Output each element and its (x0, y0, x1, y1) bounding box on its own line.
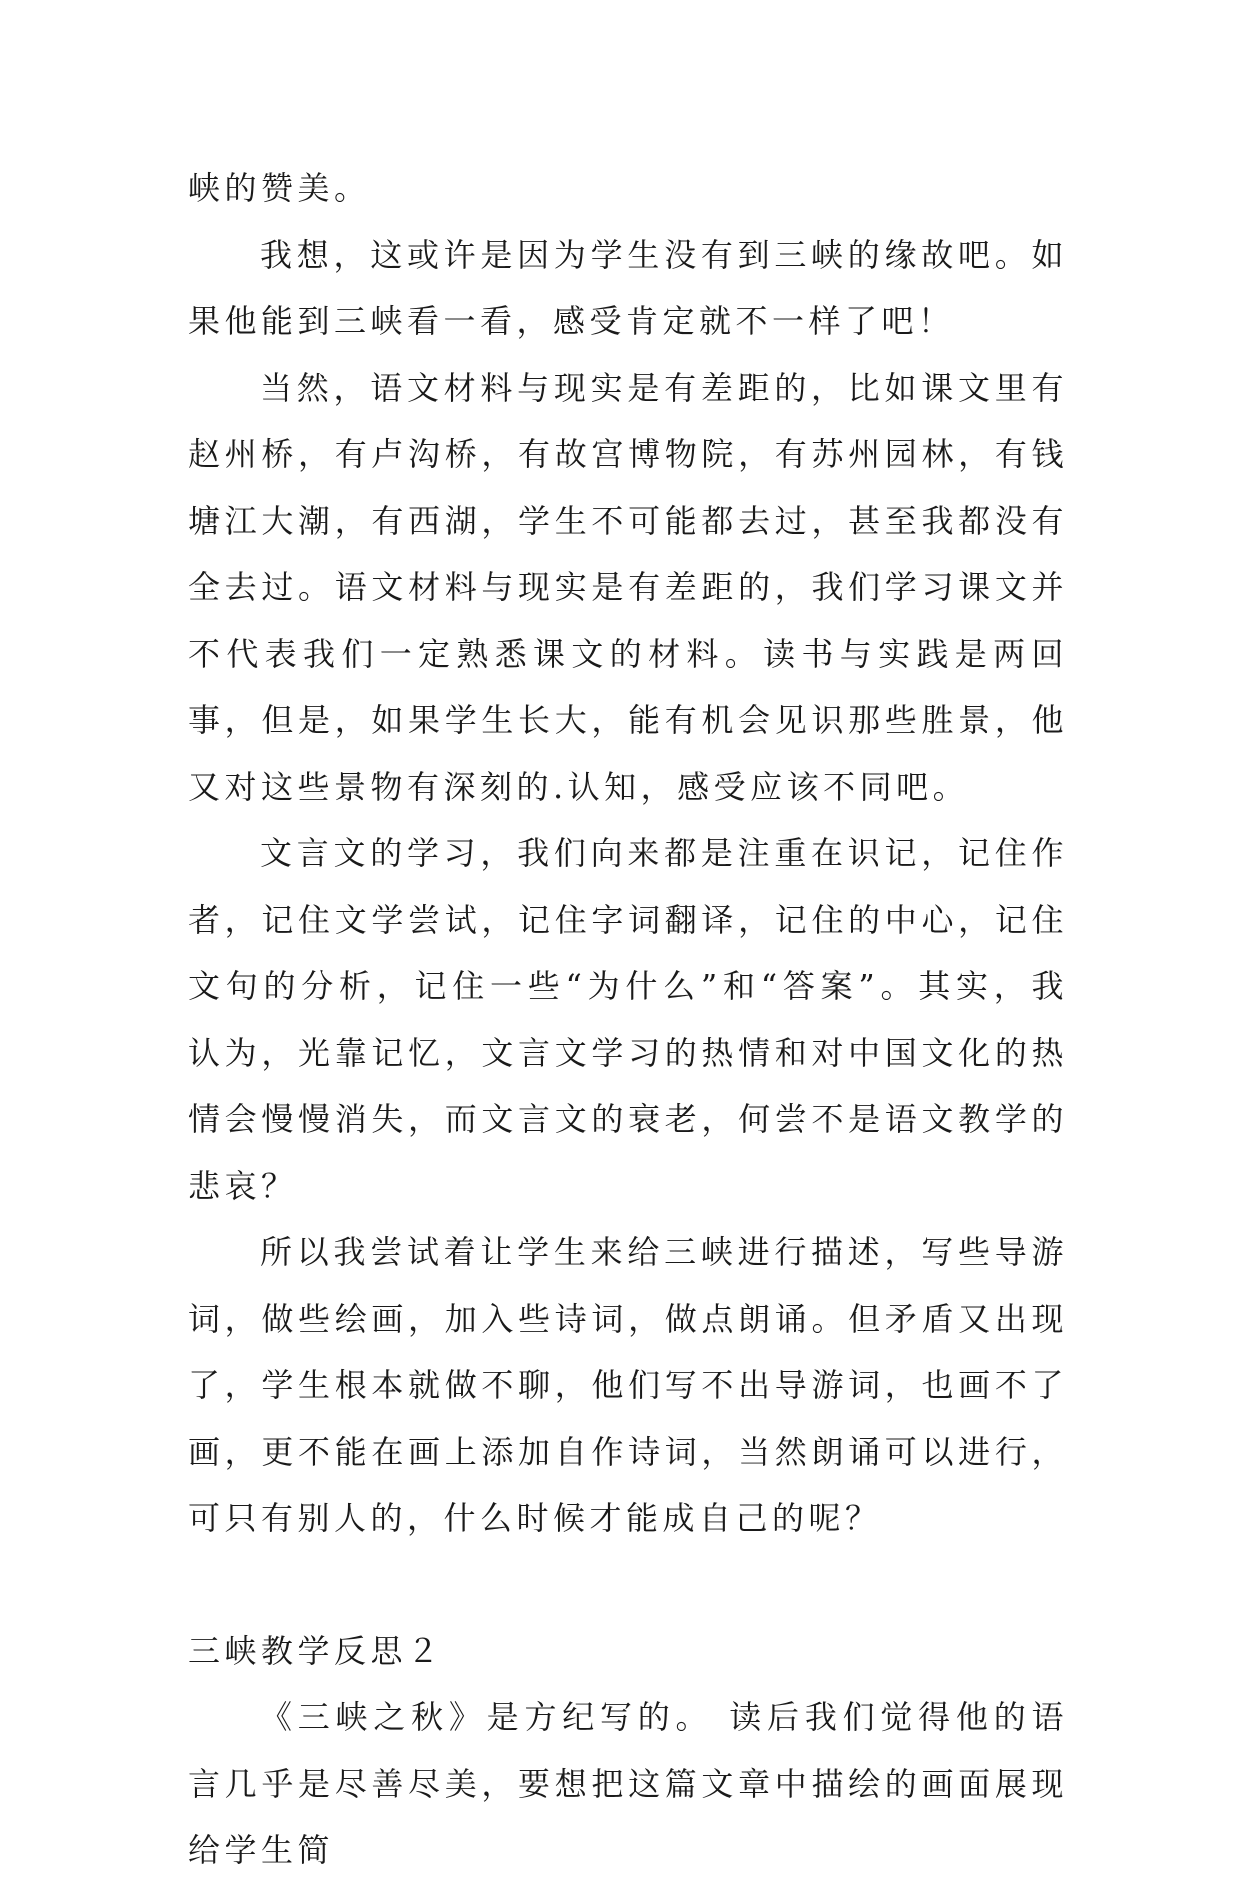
section-heading: 三峡教学反思２ (188, 1631, 444, 1670)
paragraph-materials-vs-reality: 当然，语文材料与现实是有差距的，比如课文里有赵州桥，有卢沟桥，有故宫博物院，有苏州园林，有钱塘江大潮，有西湖，学生不可能都去过，甚至我都没有全去过。语文材料与现实是有差距的，我们学习课文并不代表我们一定熟悉课文的材料。读书与实践是两回事，但是，如果学生长大，能有机会见识那些胜景，他又对这些景物有深刻的.认知，感受应该不同吧。 (188, 368, 1068, 806)
paragraph-autumn-of-three-gorges: 《三峡之秋》是方纪写的。 读后我们觉得他的语言几乎是尽善尽美，要想把这篇文章中描绘的画面展现给学生简 (188, 1698, 1068, 1869)
document-body (188, 155, 1068, 1884)
paragraph-student-activities: 所以我尝试着让学生来给三峡进行描述，写些导游词，做些绘画，加入些诗词，做点朗诵。但矛盾又出现了，学生根本就做不聊，他们写不出导游词，也画不了画，更不能在画上添加自作诗词，当然朗诵可以进行，可只有别人的，什么时候才能成自己的呢？ (188, 1233, 1068, 1537)
paragraph-classical-chinese: 文言文的学习，我们向来都是注重在识记，记住作者，记住文学尝试，记住字词翻译，记住的中心，记住文句的分析，记住一些“为什么”和“答案”。其实，我认为，光靠记忆，文言文学习的热情和对中国文化的热情会慢慢消失，而文言文的衰老，何尝不是语文教学的悲哀？ (188, 834, 1068, 1205)
paragraph-three-gorges-visit: 我想，这或许是因为学生没有到三峡的缘故吧。如果他能到三峡看一看，感受肯定就不一样了吧！ (188, 235, 1068, 340)
paragraph-continuation: 峡的赞美。 (188, 169, 371, 207)
